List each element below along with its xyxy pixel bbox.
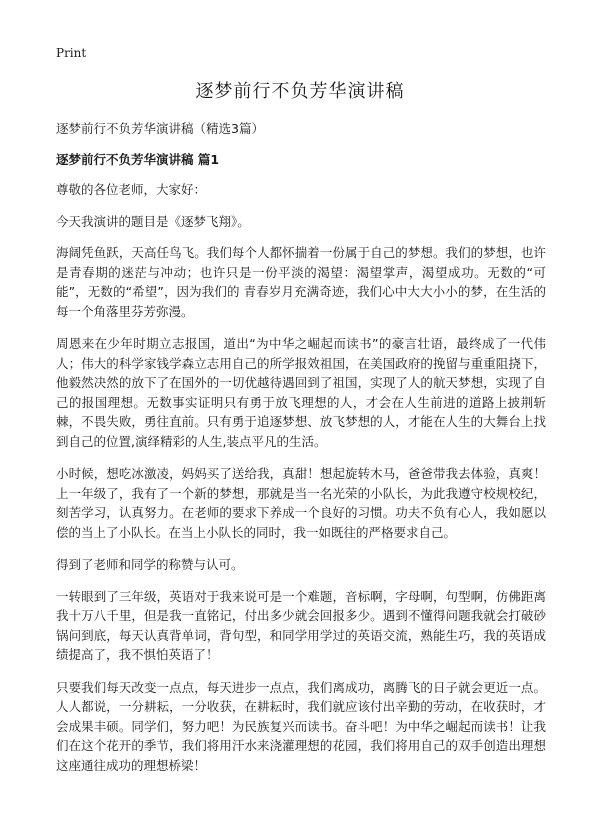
paragraph: 只要我们每天改变一点点，每天进步一点点，我们离成功，离腾飞的日子就会更近一点。人人都说，一分耕耘，一分收获，在耕耘时，我们就应该付出辛勤的劳动，在收获时，才会成果丰硕。同学们，努力吧！为民族复兴而读书。奋斗吧！为中华之崛起而读书！让我们在这个花开的季节，我们将用汗水来浇灌理想的花园，我们将用自己的双手创造出理想这座通往成功的理想桥梁！ <box>56 679 546 773</box>
paragraph: 海阔凭鱼跃，天高任鸟飞。我们每个人都怀揣着一份属于自己的梦想。我们的梦想，也许是青春期的迷茫与冲动；也许只是一份平淡的渴望：渴望掌声，渴望成功。无数的“可能”，无数的“希望”，因为我们的 青春岁月充满奇迹，我们心中大大小小的梦，在生活的每一个角落里芬芳弥漫。 <box>56 245 546 319</box>
paragraph: 周恩来在少年时期立志报国，道出“为中华之崛起而读书”的豪言壮语，最终成了一代伟人；伟大的科学家钱学森立志用自己的所学报效祖国，在美国政府的挽留与重重阻挠下，他毅然决然的放下了在国外的一切优越待遇回到了祖国，实现了人的航天梦想，实现了自己的报国理想。无数事实证明只有勇于放飞理想的人，才会在人生前进的道路上披荆斩棘，不畏失败，勇往直前。只有勇于追逐梦想、放飞梦想的人，才能在人生的大舞台上找到自己的位置,演绎精彩的人生,装点平凡的生活。 <box>56 336 546 449</box>
document-subtitle: 逐梦前行不负芳华演讲稿（精选3篇） <box>56 121 264 136</box>
paragraph: 一转眼到了三年级，英语对于我来说可是一个难题，音标啊，字母啊，句型啊，仿佛距离我十万八千里，但是我一直铭记，付出多少就会回报多少。遇到不懂得问题我就会打破砂锅问到底，每天认真背单词，背句型，和同学用学过的英语交流，熟能生巧，我的英语成绩提高了，我不惧怕英语了！ <box>56 588 546 662</box>
paragraph-topic: 今天我演讲的题目是《逐梦飞翔》。 <box>56 213 250 229</box>
section-heading: 逐梦前行不负芳华演讲稿 篇1 <box>56 152 220 167</box>
article-body <box>56 180 546 788</box>
paragraph-greeting: 尊敬的各位老师，大家好： <box>56 182 207 197</box>
page-title: 逐梦前行不负芳华演讲稿 <box>195 81 405 102</box>
paragraph: 得到了老师和同学的称赞与认可。 <box>56 557 244 572</box>
print-link[interactable]: Print <box>56 46 87 60</box>
paragraph: 小时候，想吃冰激凌，妈妈买了送给我，真甜！想起旋转木马，爸爸带我去体验，真爽！上一年级了，我有了一个新的梦想，那就是当一名光荣的小队长，为此我遵守校规校纪，刻苦学习，认真努力。在老师的要求下养成一个良好的习惯。功夫不负有心人，我如愿以偿的当上了小队长。在当上小队长的同时，我一如既往的严格要求自己。 <box>56 466 546 540</box>
